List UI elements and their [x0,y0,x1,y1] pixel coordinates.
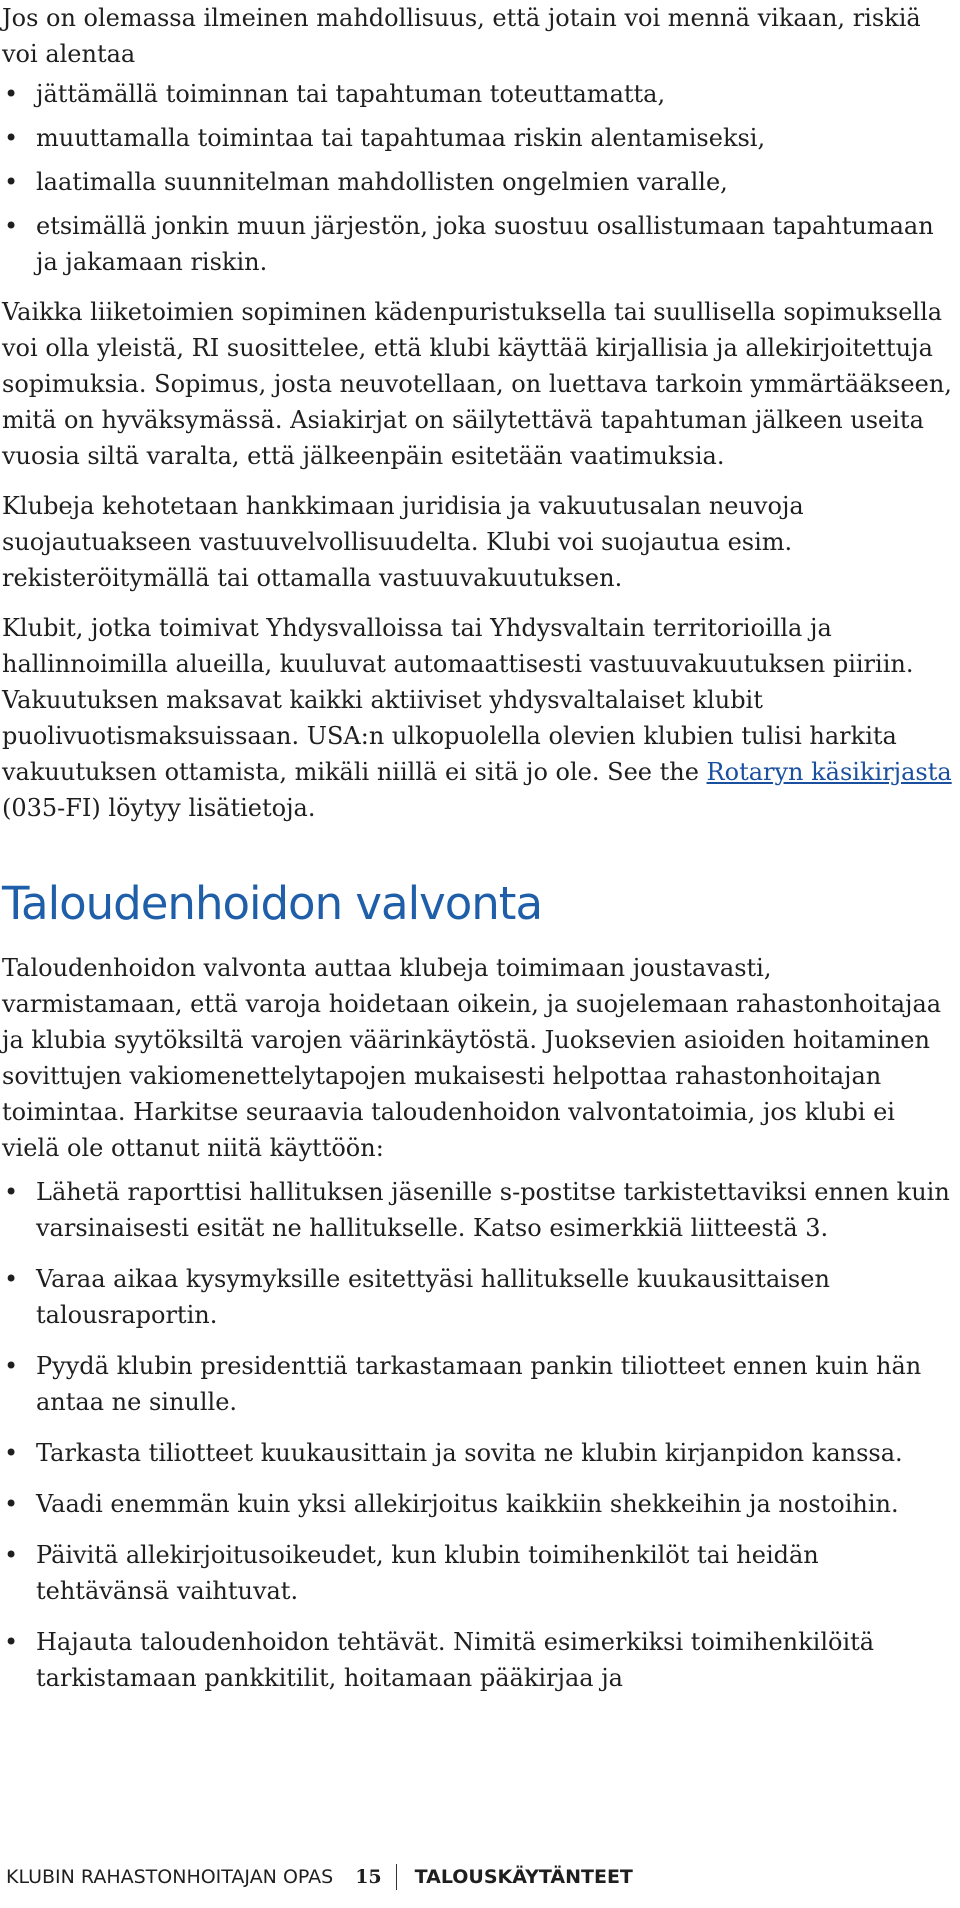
bullet-icon: • [4,1178,19,1206]
bullet-icon: • [4,1541,19,1569]
insurance-text-end: (035-FI) löytyy lisätietoja. [2,794,316,822]
list-item [2,208,954,280]
list-item-text: jättämällä toiminnan tai tapahtuman toteuttamatta, [36,80,666,108]
footer-section-title: TALOUSKÄYTÄNTEET [414,1866,633,1888]
list-item-text: Päivitä allekirjoitusoikeudet, kun klubin toimihenkilöt tai heidän tehtävänsä vaihtuvat. [36,1541,819,1605]
risk-list [2,76,954,280]
list-item [2,1261,954,1333]
footer-divider [396,1864,397,1890]
bullet-icon: • [4,1352,19,1380]
bullet-icon: • [4,1490,19,1518]
paragraph-legal-advice: Klubeja kehotetaan hankkimaan juridisia ja vakuutusalan neuvoja suojautuakseen vastuuvelvollisuudelta. Klubi voi suojautua esim. rekisteröitymällä tai ottamalla vastuuvakuutuksen. [2,492,804,592]
financial-controls-list [2,1174,954,1696]
bullet-icon: • [4,1439,19,1467]
bullet-icon: • [4,80,19,108]
list-item [2,164,954,200]
paragraph-insurance [2,610,954,826]
list-item-text: etsimällä jonkin muun järjestön, joka suostuu osallistumaan tapahtumaan ja jakamaan riskin. [36,212,934,276]
list-item [2,1624,954,1696]
list-item [2,1435,954,1471]
bullet-icon: • [4,1265,19,1293]
document-page [2,0,954,1711]
list-item-text: Varaa aikaa kysymyksille esitettyäsi hallitukselle kuukausittaisen talousraportin. [36,1265,830,1329]
list-item-text: muuttamalla toimintaa tai tapahtumaa riskin alentamiseksi, [36,124,766,152]
list-item [2,1486,954,1522]
list-item [2,1348,954,1420]
list-item [2,120,954,156]
rotary-manual-link[interactable]: Rotaryn käsikirjasta [706,758,952,786]
list-item [2,76,954,112]
list-item-text: Pyydä klubin presidenttiä tarkastamaan pankin tiliotteet ennen kuin hän antaa ne sinulle. [36,1352,922,1416]
list-item-text: Hajauta taloudenhoidon tehtävät. Nimitä esimerkiksi toimihenkilöitä tarkistamaan pankkitilit, hoitamaan pääkirjaa ja [36,1628,875,1692]
list-item [2,1174,954,1246]
list-item [2,1537,954,1609]
list-item-text: laatimalla suunnitelman mahdollisten ongelmien varalle, [36,168,728,196]
list-item-text: Tarkasta tiliotteet kuukausittain ja sovita ne klubin kirjanpidon kanssa. [36,1439,903,1467]
risk-intro: Jos on olemassa ilmeinen mahdollisuus, että jotain voi mennä vikaan, riskiä voi alentaa [2,4,921,68]
footer-page-number: 15 [355,1866,382,1888]
page-footer [6,1862,633,1892]
bullet-icon: • [4,1628,19,1656]
bullet-icon: • [4,212,19,240]
section-intro: Taloudenhoidon valvonta auttaa klubeja toimimaan joustavasti, varmistamaan, että varoja hoidetaan oikein, ja suojelemaan rahastonhoitajaa ja klubia syytöksiltä varojen väärinkäytöstä. Juoksevien asioiden hoitaminen sovittujen vakiomenettelytapojen mukaisesti helpottaa rahastonhoitajan toimintaa. Harkitse seuraavia taloudenhoidon valvontatoimia, jos klubi ei vielä ole ottanut niitä käyttöön: [2,954,942,1162]
section-heading: Taloudenhoidon valvonta [2,877,543,930]
footer-document-title: KLUBIN RAHASTONHOITAJAN OPAS [6,1866,334,1888]
bullet-icon: • [4,168,19,196]
bullet-icon: • [4,124,19,152]
list-item-text: Lähetä raporttisi hallituksen jäsenille s-postitse tarkistettaviksi ennen kuin varsinaisesti esität ne hallitukselle. Katso esimerkkiä liitteestä 3. [36,1178,950,1242]
list-item-text: Vaadi enemmän kuin yksi allekirjoitus kaikkiin shekkeihin ja nostoihin. [36,1490,899,1518]
paragraph-contracts: Vaikka liiketoimien sopiminen kädenpuristuksella tai suullisella sopimuksella voi olla yleistä, RI suosittelee, että klubi käyttää kirjallisia ja allekirjoitettuja sopimuksia. Sopimus, josta neuvotellaan, on luettava tarkoin ymmärtääkseen, mitä on hyväksymässä. Asiakirjat on säilytettävä tapahtuman jälkeen useita vuosia siltä varalta, että jälkeenpäin esitetään vaatimuksia. [2,298,952,470]
insurance-text: Klubit, jotka toimivat Yhdysvalloissa tai Yhdysvaltain territorioilla ja hallinnoimilla alueilla, kuuluvat automaattisesti vastuuvakuutuksen piiriin. Vakuutuksen maksavat kaikki aktiiviset yhdysvaltalaiset klubit puolivuotismaksuissaan. USA:n ulkopuolella olevien klubien tulisi harkita vakuutuksen ottamista, mikäli niillä ei sitä jo ole. See the [2,614,914,786]
